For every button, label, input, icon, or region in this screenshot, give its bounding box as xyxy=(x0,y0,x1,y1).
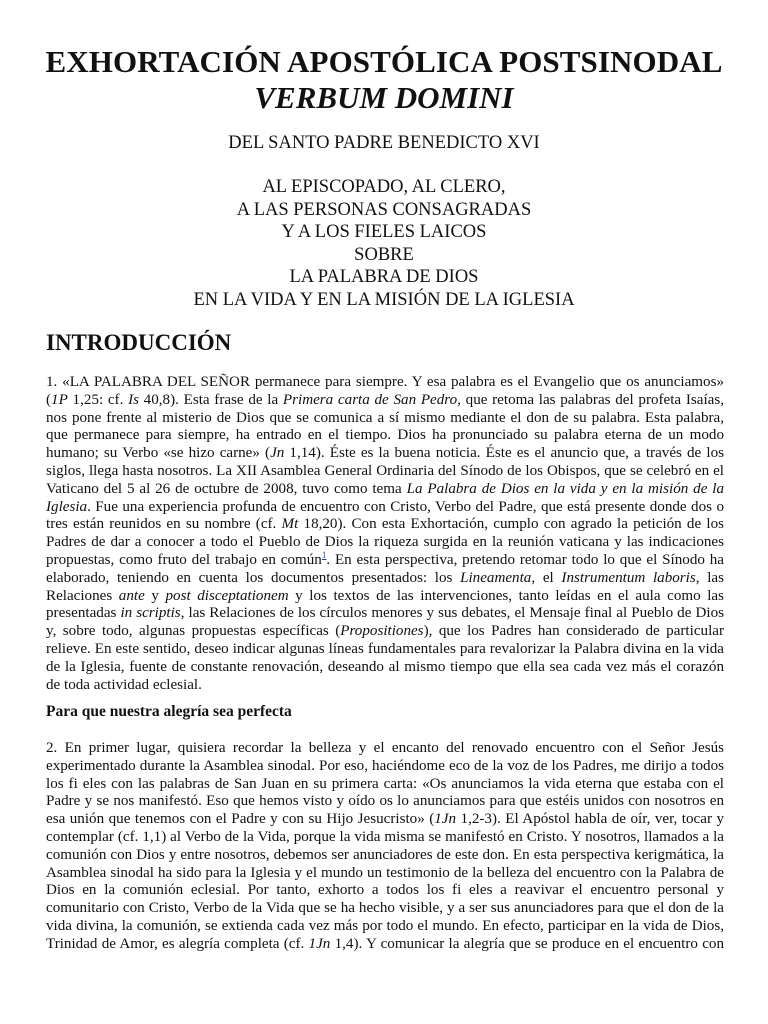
section-heading: INTRODUCCIÓN xyxy=(46,330,232,355)
document-author: DEL SANTO PADRE BENEDICTO XVI xyxy=(228,133,540,153)
paragraph-1: 1. «LA PALABRA DEL SEÑOR permanece para siempre. Y esa palabra es el Evangelio que os anunciamos» (1P 1,25: cf. Is 40,8). Esta frase de la Primera carta de San Pedro, que retoma las palabras del profeta Isaías, nos pone frente al misterio de Dios que se comunica a sí mismo mediante el don de su palabra. Esta palabra, que permanece para siempre, ha entrado en el tiempo. Dios ha pronunciado su palabra eterna de un modo humano; su Verbo «se hizo carne» (Jn 1,14). Éste es la buena noticia. Éste es el anuncio que, a través de los siglos, llega hasta nosotros. La XII Asamblea General Ordinaria del Sínodo de los Obispos, que se celebró en el Vaticano del 5 al 26 de octubre de 2008, tuvo como tema La Palabra de Dios en la vida y en la misión de la Iglesia. Fue una experiencia profunda de encuentro con Cristo, Verbo del Padre, que está presente donde dos o tres están reunidos en su nombre (cf. Mt 18,20). Con esta Exhortación, cumplo con agrado la petición de los Padres de dar a conocer a todo el Pueblo de Dios la riqueza surgida en la reunión vaticana y las indicaciones propuestas, como fruto del trabajo en común$^1$. En esta perspectiva, pretendo retomar todo lo que el Sínodo ha elaborado, teniendo en cuenta los documentos presentados: los Lineamenta, el Instrumentum laboris, las Relaciones ante y post disceptationem y los textos de las intervenciones, tanto leídas en el aula como las presentadas in scriptis, las Relaciones de los círculos menores y sus debates, el Mensaje final al Pueblo de Dios y, sobre todo, algunas propuestas específicas (Propositiones), que los Padres han considerado de particular relieve. En este sentido, deseo indicar algunas líneas fundamentales para revalorizar la Palabra divina en la vida de la Iglesia, fuente de constante renovación, deseando al mismo tiempo que ella sea cada vez más el corazón de toda actividad eclesial. xyxy=(46,374,724,693)
document-subtitle: VERBUM DOMINI xyxy=(254,80,514,115)
addressee-line: A LAS PERSONAS CONSAGRADAS xyxy=(236,199,532,220)
addressee-line: EN LA VIDA Y EN LA MISIÓN DE LA IGLESIA xyxy=(193,289,575,310)
subsection-heading: Para que nuestra alegría sea perfecta xyxy=(46,703,292,720)
document-title: EXHORTACIÓN APOSTÓLICA POSTSINODAL xyxy=(45,44,723,79)
footnote-link[interactable]: 1 xyxy=(321,549,327,560)
addressees-block xyxy=(0,176,768,311)
addressee-line: SOBRE xyxy=(354,244,414,265)
addressee-line: AL EPISCOPADO, AL CLERO, xyxy=(262,177,506,197)
addressee-line: Y A LOS FIELES LAICOS xyxy=(281,222,487,242)
paragraph-2: 2. En primer lugar, quisiera recordar la belleza y el encanto del renovado encuentro con el Señor Jesús experimentado durante la Asamblea sinodal. Por eso, haciéndome eco de la voz de los Padres, me dirijo a todos los fi eles con las palabras de San Juan en su primera carta: «Os anunciamos la vida eterna que estaba con el Padre y se nos manifestó. Eso que hemos visto y oído os lo anunciamos para que estéis unidos con nosotros en esa unión que tenemos con el Padre y con su Hijo Jesucristo» (1Jn 1,2-3). El Apóstol habla de oír, ver, tocar y contemplar (cf. 1,1) al Verbo de la Vida, porque la vida misma se manifestó en Cristo. Y nosotros, llamados a la comunión con Dios y entre nosotros, debemos ser anunciadores de este don. En esta perspectiva kerigmática, la Asamblea sinodal ha sido para la Iglesia y el mundo un testimonio de la belleza del encuentro con la Palabra de Dios en la comunión eclesial. Por tanto, exhorto a todos los fi eles a reavivar el encuentro personal y comunitario con Cristo, Verbo de la Vida que se ha hecho visible, y a ser sus anunciadores para que el don de la vida divina, la comunión, se extienda cada vez más por todo el mundo. En efecto, participar en la vida de Dios, Trinidad de Amor, es alegría completa (cf. 1Jn 1,4). Y comunicar la alegría que se produce en el encuentro con xyxy=(46,740,724,952)
addressee-line: LA PALABRA DE DIOS xyxy=(289,267,479,287)
